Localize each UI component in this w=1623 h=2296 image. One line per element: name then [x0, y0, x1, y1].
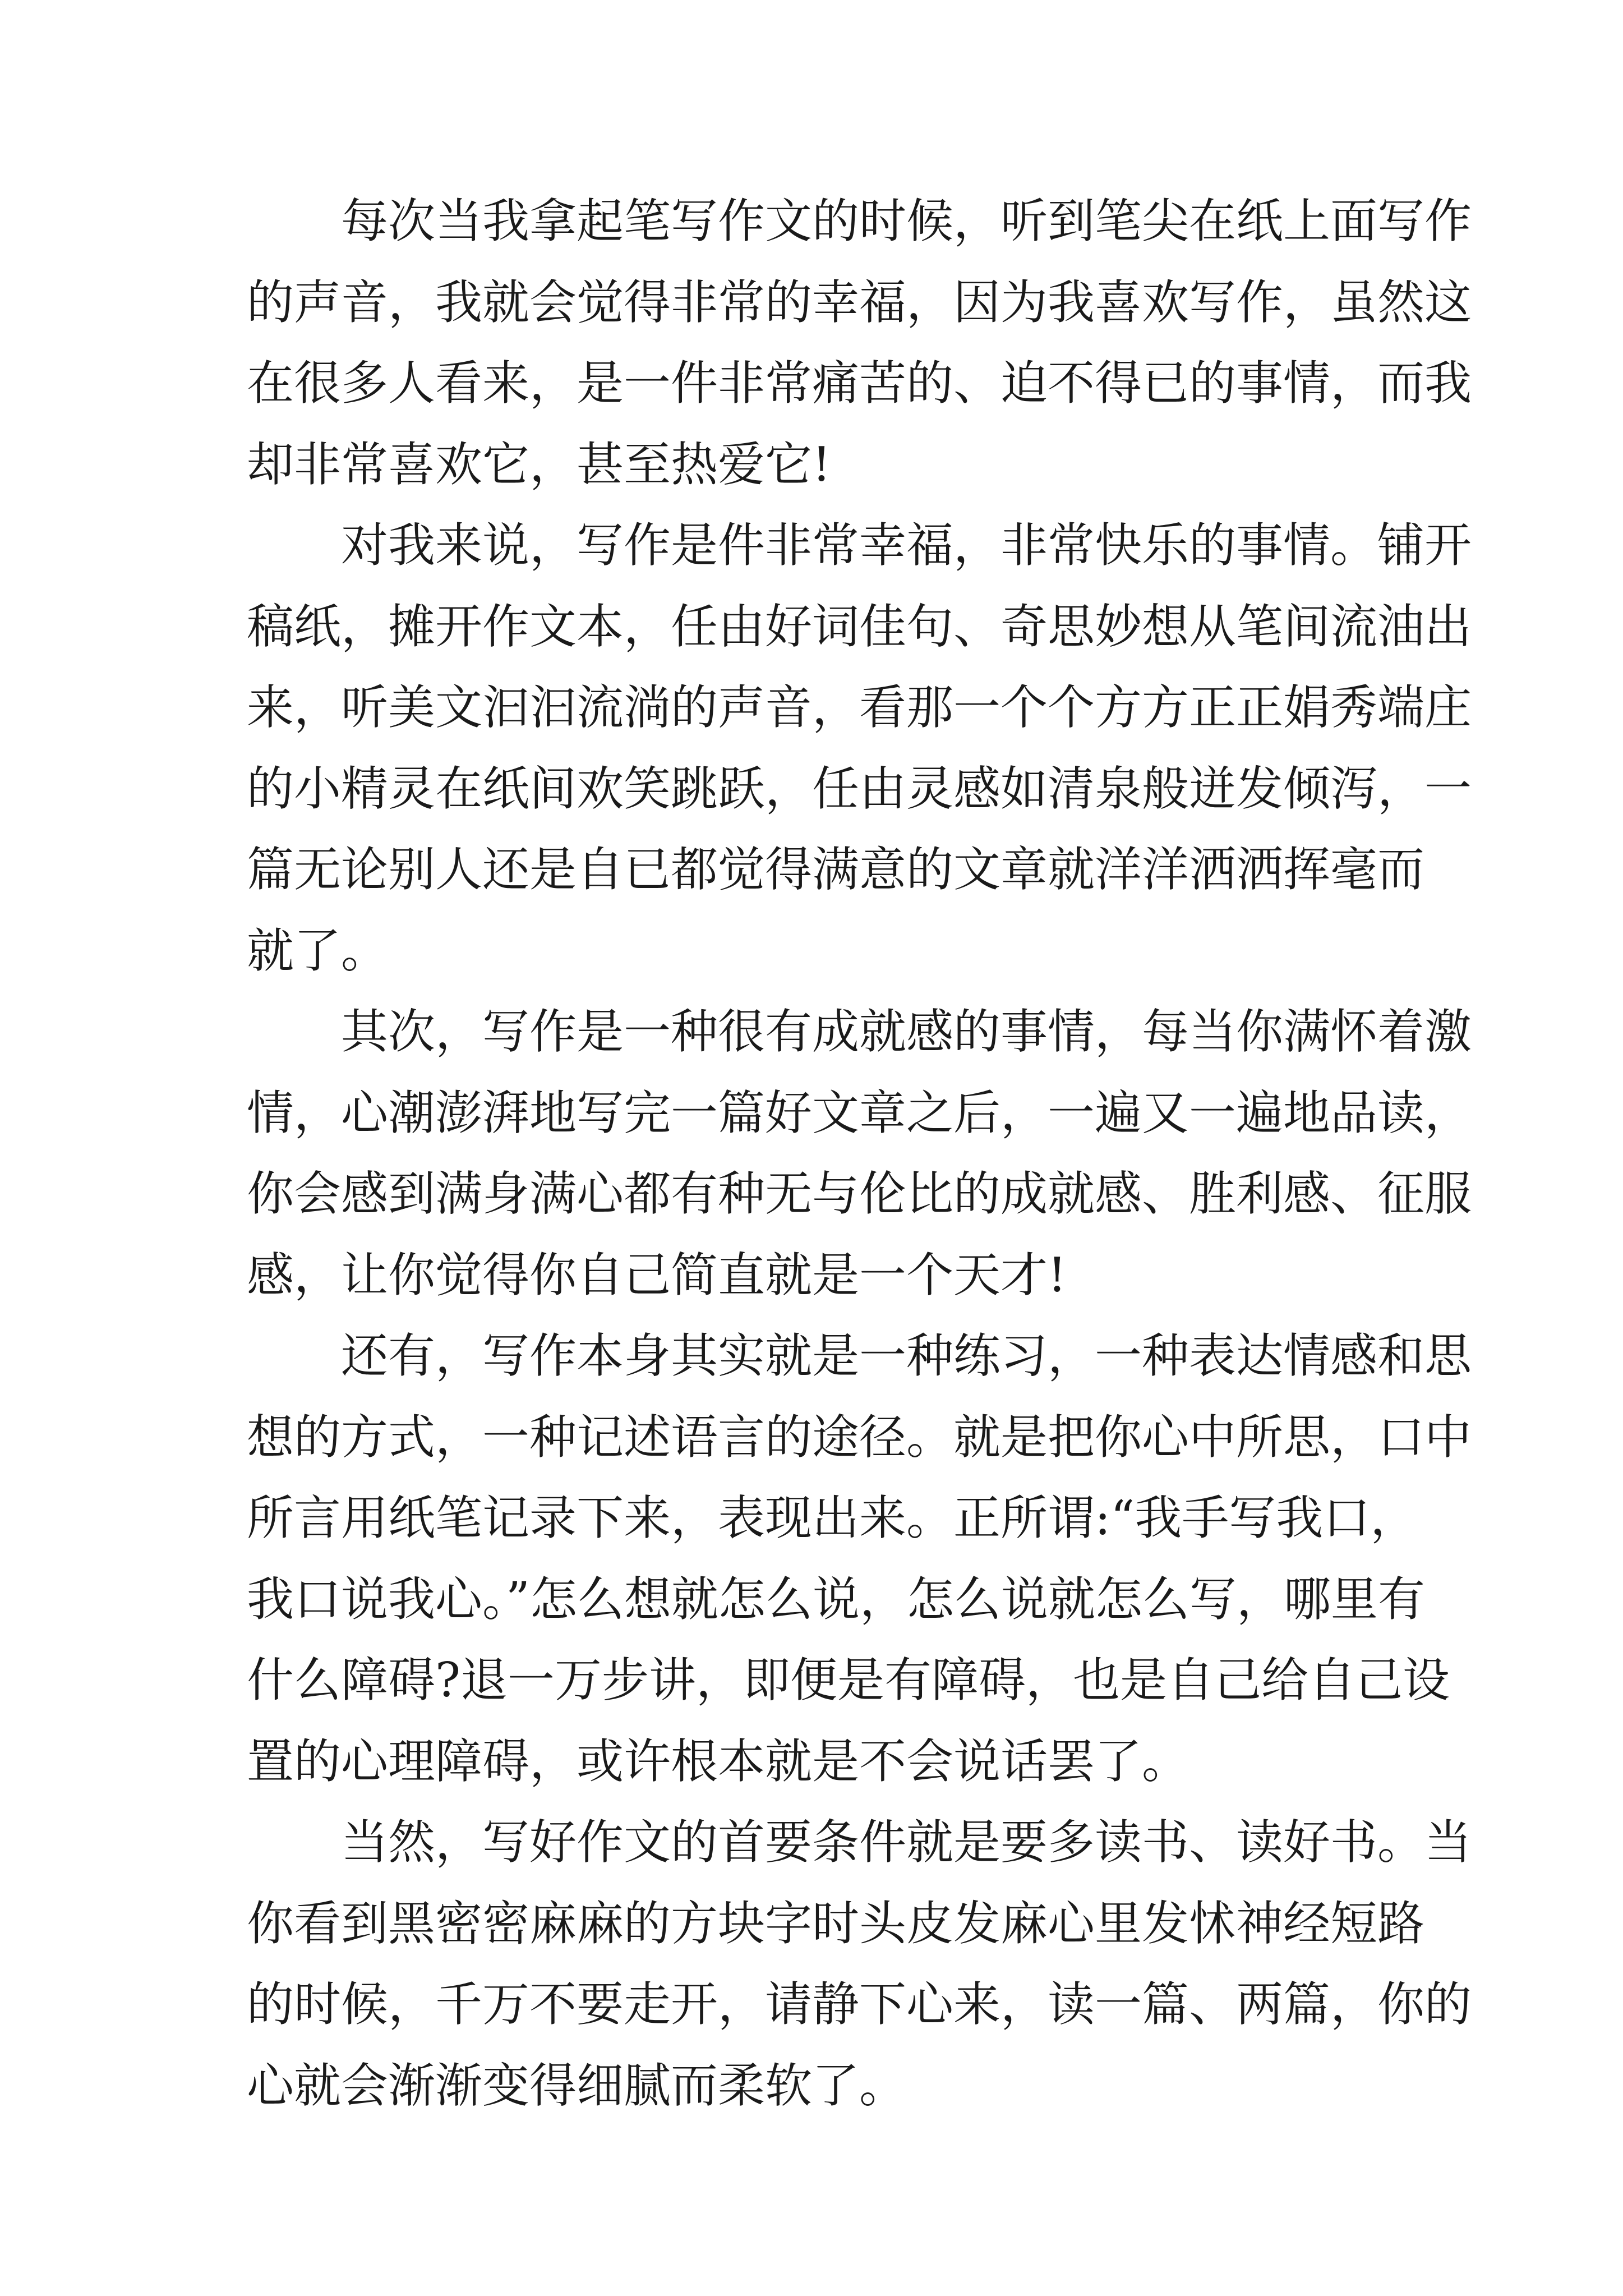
paragraph-line: 还有，写作本身其实就是一种练习，一种表达情感和思: [341, 1328, 1472, 1383]
paragraph-line: 你会感到满身满心都有种无与伦比的成就感、胜利感、征服: [247, 1166, 1472, 1221]
paragraph-line: 就了。: [247, 923, 389, 978]
paragraph-line: 在很多人看来，是一件非常痛苦的、迫不得已的事情，而我: [247, 356, 1472, 411]
paragraph-4: [247, 1315, 1472, 1802]
paragraph-line: 什么障碍?退一万步讲，即便是有障碍，也是自己给自己设: [247, 1653, 1450, 1708]
paragraph-line: 想的方式，一种记述语言的途径。就是把你心中所思，口中: [247, 1409, 1472, 1465]
paragraph-line: 每次当我拿起笔写作文的时候，听到笔尖在纸上面写作: [341, 194, 1472, 249]
paragraph-line: 却非常喜欢它，甚至热爱它!: [247, 436, 831, 492]
paragraph-line: 置的心理障碍，或许根本就是不会说话罢了。: [247, 1733, 1189, 1789]
paragraph-line: 我口说我心。”怎么想就怎么说，怎么说就怎么写，哪里有: [247, 1571, 1425, 1627]
paragraph-line: 对我来说，写作是件非常幸福，非常快乐的事情。铺开: [341, 518, 1472, 573]
paragraph-1: [247, 181, 1472, 505]
paragraph-line: 你看到黑密密麻麻的方块字时头皮发麻心里发怵神经短路: [247, 1895, 1425, 1951]
paragraph-line: 的小精灵在纸间欢笑跳跃，任由灵感如清泉般迸发倾泻，一: [247, 761, 1472, 816]
paragraph-3: [247, 991, 1472, 1315]
essay-body: [247, 181, 1472, 2126]
paragraph-line: 所言用纸笔记录下来，表现出来。正所谓:“我手写我口，: [247, 1490, 1418, 1545]
paragraph-line: 稿纸，摊开作文本，任由好词佳句、奇思妙想从笔间流油出: [247, 599, 1472, 654]
paragraph-2: [247, 505, 1472, 991]
paragraph-line: 当然，写好作文的首要条件就是要多读书、读好书。当: [341, 1815, 1472, 1870]
paragraph-line: 篇无论别人还是自已都觉得满意的文章就洋洋洒洒挥毫而: [247, 842, 1425, 897]
paragraph-5: [247, 1802, 1472, 2126]
paragraph-line: 的时候，千万不要走开，请静下心来，读一篇、两篇，你的: [247, 1977, 1472, 2032]
paragraph-line: 感，让你觉得你自己简直就是一个天才!: [247, 1247, 1067, 1303]
paragraph-line: 心就会渐渐变得细腻而柔软了。: [247, 2058, 907, 2113]
paragraph-line: 的声音，我就会觉得非常的幸福，因为我喜欢写作，虽然这: [247, 274, 1472, 330]
paragraph-line: 其次，写作是一种很有成就感的事情，每当你满怀着激: [341, 1004, 1472, 1059]
paragraph-line: 来，听美文汩汩流淌的声音，看那一个个方方正正娟秀端庄: [247, 680, 1472, 735]
paragraph-line: 情，心潮澎湃地写完一篇好文章之后，一遍又一遍地品读，: [247, 1085, 1472, 1140]
